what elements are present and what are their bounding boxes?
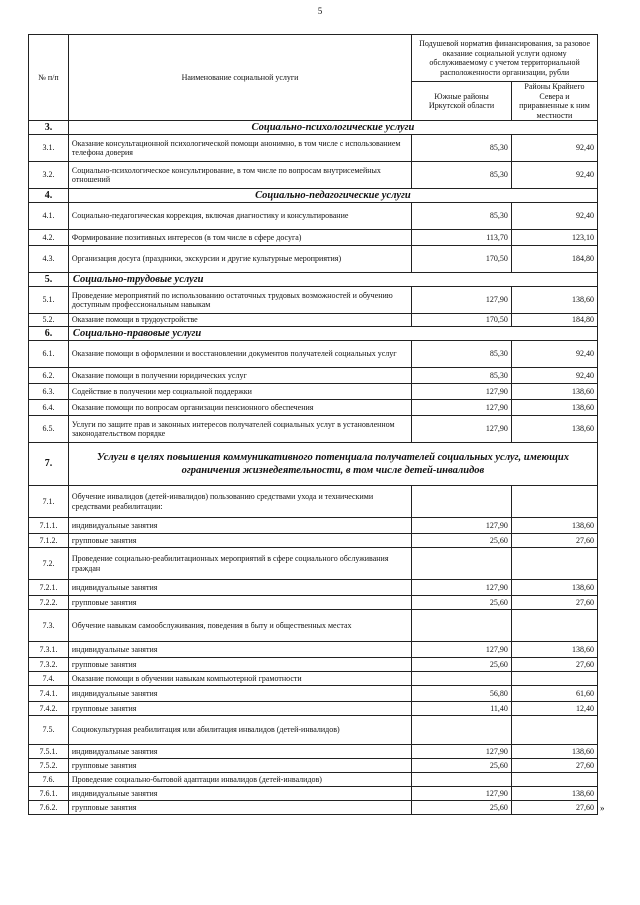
price-south: 127,90 (412, 384, 512, 400)
price-south: 85,30 (412, 368, 512, 384)
service-name: индивидуальные занятия (68, 787, 411, 801)
price-north (511, 610, 597, 642)
price-south: 85,30 (412, 162, 512, 189)
table-row (29, 230, 598, 246)
price-north: 27,60 (511, 534, 597, 548)
row-number: 5.2. (29, 314, 69, 327)
price-north: 184,80 (511, 314, 597, 327)
section-row (29, 327, 598, 341)
table-row (29, 246, 598, 273)
price-south: 85,30 (412, 203, 512, 230)
price-north: 61,60 (511, 686, 597, 702)
service-name: индивидуальные занятия (68, 518, 411, 534)
price-north: 184,80 (511, 246, 597, 273)
closing-quote: » (600, 803, 605, 813)
section-title: Социально-трудовые услуги (68, 273, 597, 287)
service-name: индивидуальные занятия (68, 745, 411, 759)
row-number: 7.4.1. (29, 686, 69, 702)
table-row (29, 416, 598, 443)
price-south (412, 672, 512, 686)
row-number: 7.6.2. (29, 801, 69, 815)
section-row (29, 273, 598, 287)
row-number: 7.1.2. (29, 534, 69, 548)
table-row (29, 759, 598, 773)
price-south (412, 486, 512, 518)
price-north: 138,60 (511, 580, 597, 596)
service-name: Оказание помощи по вопросам организации пенсионного обеспечения (68, 400, 411, 416)
price-south: 127,90 (412, 416, 512, 443)
table-body (29, 121, 598, 815)
row-number: 6.4. (29, 400, 69, 416)
table-row (29, 580, 598, 596)
row-number: 6.2. (29, 368, 69, 384)
section-title: Социально-психологические услуги (68, 121, 597, 135)
section-title: Социально-правовые услуги (68, 327, 597, 341)
price-south: 170,50 (412, 314, 512, 327)
price-south: 113,70 (412, 230, 512, 246)
service-name: Проведение социально-бытовой адаптации инвалидов (детей-инвалидов) (68, 773, 411, 787)
service-name: Обучение инвалидов (детей-инвалидов) пользованию средствами ухода и техническими средствами реабилитации: (68, 486, 411, 518)
price-north: 138,60 (511, 400, 597, 416)
table-row (29, 400, 598, 416)
table-row (29, 287, 598, 314)
price-south: 25,60 (412, 534, 512, 548)
service-name: Социально-педагогическая коррекция, включая диагностику и консультирование (68, 203, 411, 230)
row-number: 7.6.1. (29, 787, 69, 801)
row-number: 6.5. (29, 416, 69, 443)
price-north: 92,40 (511, 368, 597, 384)
price-south: 170,50 (412, 246, 512, 273)
row-number: 3.1. (29, 135, 69, 162)
row-number: 7.2.1. (29, 580, 69, 596)
row-number: 7.2.2. (29, 596, 69, 610)
price-south: 127,90 (412, 287, 512, 314)
header-funding: Подушевой норматив финансирования, за разовое оказание социальной услуги одному обслуживаемому с учетом территориальной расположенности организации, рубли (412, 35, 598, 82)
table-row (29, 686, 598, 702)
table-row (29, 203, 598, 230)
page-number: 5 (317, 6, 323, 16)
price-north: 138,60 (511, 416, 597, 443)
price-south: 127,90 (412, 642, 512, 658)
section-row (29, 189, 598, 203)
price-north: 27,60 (511, 801, 597, 815)
header-service-name: Наименование социальной услуги (68, 35, 411, 121)
service-name: индивидуальные занятия (68, 686, 411, 702)
section-number: 5. (29, 273, 69, 287)
service-name: Формирование позитивных интересов (в том числе в сфере досуга) (68, 230, 411, 246)
header-north: Районы Крайнего Севера и приравненные к ним местности (511, 82, 597, 121)
price-north (511, 548, 597, 580)
section-number: 6. (29, 327, 69, 341)
price-north: 27,60 (511, 658, 597, 672)
price-north (511, 773, 597, 787)
table-row (29, 610, 598, 642)
price-south (412, 610, 512, 642)
table-row (29, 341, 598, 368)
table-row (29, 801, 598, 815)
service-name: групповые занятия (68, 534, 411, 548)
table-row (29, 135, 598, 162)
price-south: 56,80 (412, 686, 512, 702)
tariff-table (28, 34, 598, 815)
price-south: 11,40 (412, 702, 512, 716)
price-north: 92,40 (511, 203, 597, 230)
row-number: 7.2. (29, 548, 69, 580)
table-row (29, 702, 598, 716)
row-number: 7.5.1. (29, 745, 69, 759)
service-name: Социально-психологическое консультирование, в том числе по вопросам внутрисемейных отношений (68, 162, 411, 189)
price-south: 127,90 (412, 518, 512, 534)
price-north (511, 486, 597, 518)
service-name: групповые занятия (68, 658, 411, 672)
service-name: групповые занятия (68, 596, 411, 610)
section-row (29, 443, 598, 486)
price-south: 127,90 (412, 580, 512, 596)
price-south (412, 548, 512, 580)
table-row (29, 642, 598, 658)
table-row (29, 486, 598, 518)
price-south (412, 773, 512, 787)
price-south: 25,60 (412, 596, 512, 610)
row-number: 7.5.2. (29, 759, 69, 773)
row-number: 4.2. (29, 230, 69, 246)
row-number: 3.2. (29, 162, 69, 189)
price-north: 92,40 (511, 135, 597, 162)
price-south: 25,60 (412, 658, 512, 672)
price-north (511, 672, 597, 686)
price-north: 138,60 (511, 745, 597, 759)
service-name: групповые занятия (68, 702, 411, 716)
row-number: 7.3.1. (29, 642, 69, 658)
price-north: 138,60 (511, 384, 597, 400)
price-north: 92,40 (511, 162, 597, 189)
price-north: 123,10 (511, 230, 597, 246)
service-name: Оказание помощи в получении юридических услуг (68, 368, 411, 384)
service-name: Оказание консультационной психологической помощи анонимно, в том числе с использованием телефона доверия (68, 135, 411, 162)
table-row (29, 548, 598, 580)
price-south: 127,90 (412, 787, 512, 801)
service-name: Содействие в получении мер социальной поддержки (68, 384, 411, 400)
service-name: групповые занятия (68, 759, 411, 773)
service-name: Оказание помощи в обучении навыкам компьютерной грамотности (68, 672, 411, 686)
service-name: Организация досуга (праздники, экскурсии и другие культурные мероприятия) (68, 246, 411, 273)
row-number: 7.6. (29, 773, 69, 787)
section-row (29, 121, 598, 135)
header-number: № п/п (29, 35, 69, 121)
table-row (29, 162, 598, 189)
row-number: 4.1. (29, 203, 69, 230)
service-name: Проведение социально-реабилитационных мероприятий в сфере социального обслуживания граждан (68, 548, 411, 580)
price-south: 85,30 (412, 341, 512, 368)
service-name: индивидуальные занятия (68, 580, 411, 596)
row-number: 5.1. (29, 287, 69, 314)
table-row (29, 314, 598, 327)
price-north (511, 716, 597, 745)
section-title: Социально-педагогические услуги (68, 189, 597, 203)
price-north: 12,40 (511, 702, 597, 716)
row-number: 7.4. (29, 672, 69, 686)
table-row (29, 368, 598, 384)
price-south: 127,90 (412, 400, 512, 416)
row-number: 7.3. (29, 610, 69, 642)
section-number: 3. (29, 121, 69, 135)
row-number: 7.1. (29, 486, 69, 518)
service-name: Оказание помощи в оформлении и восстановлении документов получателей социальных услуг (68, 341, 411, 368)
price-south: 25,60 (412, 759, 512, 773)
table-row (29, 672, 598, 686)
table-row (29, 716, 598, 745)
service-name: Обучение навыкам самообслуживания, поведения в быту и общественных местах (68, 610, 411, 642)
table-row (29, 518, 598, 534)
table-row (29, 773, 598, 787)
service-name: индивидуальные занятия (68, 642, 411, 658)
price-north: 138,60 (511, 518, 597, 534)
price-north: 27,60 (511, 759, 597, 773)
service-name: Проведение мероприятий по использованию остаточных трудовых возможностей и обучению доступным профессиональным навыкам (68, 287, 411, 314)
price-south: 85,30 (412, 135, 512, 162)
row-number: 6.3. (29, 384, 69, 400)
table-row (29, 596, 598, 610)
table-row (29, 745, 598, 759)
price-south (412, 716, 512, 745)
price-north: 138,60 (511, 787, 597, 801)
price-north: 138,60 (511, 642, 597, 658)
header-south: Южные районы Иркутской области (412, 82, 512, 121)
table-row (29, 384, 598, 400)
table-row (29, 658, 598, 672)
service-name: групповые занятия (68, 801, 411, 815)
row-number: 4.3. (29, 246, 69, 273)
price-south: 25,60 (412, 801, 512, 815)
price-north: 138,60 (511, 287, 597, 314)
row-number: 7.4.2. (29, 702, 69, 716)
row-number: 7.3.2. (29, 658, 69, 672)
service-name: Оказание помощи в трудоустройстве (68, 314, 411, 327)
table-row (29, 787, 598, 801)
service-name: Услуги по защите прав и законных интересов получателей социальных услуг в установленном законодательством порядке (68, 416, 411, 443)
price-south: 127,90 (412, 745, 512, 759)
table-row (29, 534, 598, 548)
section-number: 7. (29, 443, 69, 486)
row-number: 7.1.1. (29, 518, 69, 534)
row-number: 7.5. (29, 716, 69, 745)
section-number: 4. (29, 189, 69, 203)
section-title: Услуги в целях повышения коммуникативного потенциала получателей социальных услуг, имеющих ограничения жизнедеятельности, в том числе детей-инвалидов (68, 443, 597, 486)
row-number: 6.1. (29, 341, 69, 368)
price-north: 27,60 (511, 596, 597, 610)
price-north: 92,40 (511, 341, 597, 368)
service-name: Социокультурная реабилитация или абилитация инвалидов (детей-инвалидов) (68, 716, 411, 745)
